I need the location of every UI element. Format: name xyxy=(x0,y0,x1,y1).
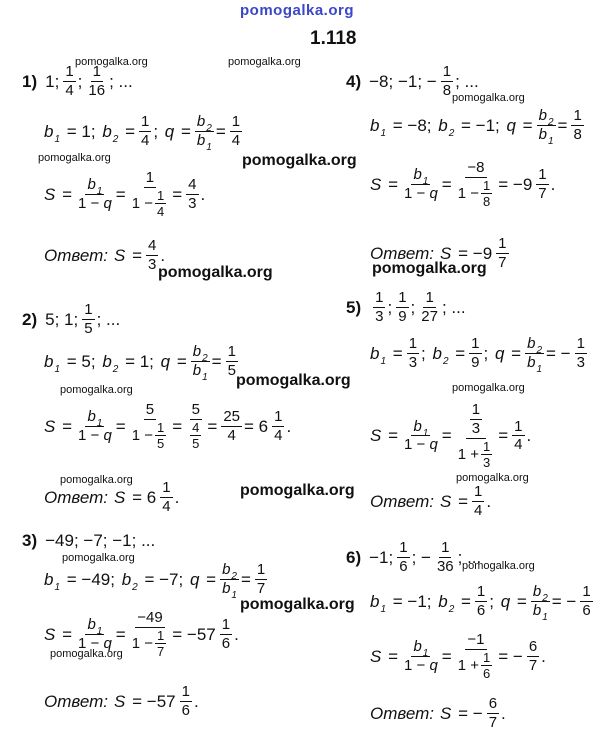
answer-word: Ответ: xyxy=(44,691,109,711)
problem-2-given: $b_1$ = 5; $b_2$ = 1; q = $\frac{b_2}{b_1}$ = $\frac{1}{5}$ xyxy=(44,343,236,383)
problem-3-label: 3) xyxy=(22,531,38,550)
watermark: pomogalka.org xyxy=(75,56,148,68)
problem-5-given: $b_1$ = $\frac{1}{3}$ ; $b_2$ = $\frac{1}{9}$ ; q = $\frac{b_2}{b_1}$ = − $\frac{1}{3}$ xyxy=(370,335,585,375)
problem-1-given: $b_1$ = 1; $b_2$ = $\frac{1}{4}$ ; q = $\frac{b_2}{b_1}$ = $\frac{1}{4}$ xyxy=(44,113,241,153)
problem-5-label: 5) xyxy=(346,297,362,317)
problem-1-sequence: 1) 1; $\frac{1}{4}$ ; $\frac{1}{16}$ ; ... xyxy=(22,63,133,99)
watermark: pomogalka.org xyxy=(240,482,355,499)
problem-1-answer: Ответ: S = $\frac{4}{3}$ . xyxy=(44,237,166,273)
answer-word: Ответ: xyxy=(370,703,435,723)
problem-4-sequence: 4) −8; −1; − $\frac{1}{8}$ ; ... xyxy=(346,63,479,99)
problem-1-label: 1) xyxy=(22,71,38,91)
problem-4-answer: Ответ: S = −9 $\frac{1}{7}$ xyxy=(370,235,507,271)
watermark: pomogalka.org xyxy=(236,372,351,389)
problem-3-answer: Ответ: S = −57 $\frac{1}{6}$ . xyxy=(44,683,199,719)
problem-6-sequence: 6) −1; $\frac{1}{6}$ ; − $\frac{1}{36}$ ; ... xyxy=(346,539,482,575)
answer-word: Ответ: xyxy=(44,487,109,507)
problem-6-sum: S = $\frac{b_1}{1 - q}$ = −1 1 + $\frac{1}{6}$ = − $\frac{6}{7}$ . xyxy=(370,631,546,682)
watermark: pomogalka.org xyxy=(62,552,135,564)
watermark: pomogalka.org xyxy=(452,92,525,104)
watermark: pomogalka.org xyxy=(158,264,273,281)
watermark: pomogalka.org xyxy=(38,152,111,164)
problem-1-sum: S = $\frac{b_1}{1 - q}$ = 1 1 − $\frac{1}{4}$ = $\frac{4}{3}$ . xyxy=(44,169,206,220)
problem-4-sum: S = $\frac{b_1}{1 - q}$ = −8 1 − $\frac{1}{8}$ = −9 $\frac{1}{7}$ . xyxy=(370,159,556,210)
problem-2-sequence: 2) 5; 1; $\frac{1}{5}$ ; ... xyxy=(22,301,121,337)
problem-6-answer: Ответ: S = − $\frac{6}{7}$ . xyxy=(370,695,506,731)
answer-word: Ответ: xyxy=(44,245,109,265)
problem-2-sum: S = $\frac{b_1}{1 - q}$ = 5 1 − $\frac{1}{5}$ = $\frac{5}{\frac{4}{5}}$ = $\frac{25}{4}$ = 6 $\frac{1}{4}$ . xyxy=(44,401,292,452)
answer-word: Ответ: xyxy=(370,243,435,263)
watermark: pomogalka.org xyxy=(50,648,123,660)
problem-4-label: 4) xyxy=(346,71,362,91)
watermark: pomogalka.org xyxy=(60,474,133,486)
watermark: pomogalka.org xyxy=(242,152,357,169)
watermark: pomogalka.org xyxy=(452,382,525,394)
problem-2-answer: Ответ: S = 6 $\frac{1}{4}$ . xyxy=(44,479,180,515)
problem-3-sum: S = $\frac{b_1}{1 - q}$ = −49 1 − $\frac{1}{7}$ = −57 $\frac{1}{6}$ . xyxy=(44,609,239,660)
problem-5-sequence: 5) $\frac{1}{3}$ ; $\frac{1}{9}$ ; $\frac{1}{27}$ ; ... xyxy=(346,289,466,325)
answer-word: Ответ: xyxy=(370,491,435,511)
watermark: pomogalka.org xyxy=(60,384,133,396)
problem-6-given: $b_1$ = −1; $b_2$ = $\frac{1}{6}$ ; q = $\frac{b_2}{b_1}$ = − $\frac{1}{6}$ xyxy=(370,583,591,623)
problem-3-given: $b_1$ = −49; $b_2$ = −7; q = $\frac{b_2}{b_1}$ = $\frac{1}{7}$ xyxy=(44,561,266,601)
watermark: pomogalka.org xyxy=(240,596,355,613)
watermark: pomogalka.org xyxy=(456,472,529,484)
problem-6-label: 6) xyxy=(346,547,362,567)
problem-3-sequence: 3) −49; −7; −1; ... xyxy=(22,531,156,550)
site-header: pomogalka.org xyxy=(240,2,355,19)
watermark: pomogalka.org xyxy=(372,260,487,277)
problem-5-answer: Ответ: S = $\frac{1}{4}$ . xyxy=(370,483,492,519)
problem-2-label: 2) xyxy=(22,309,38,329)
watermark: pomogalka.org xyxy=(228,56,301,68)
problem-4-given: $b_1$ = −8; $b_2$ = −1; q = $\frac{b_2}{b_1}$ = $\frac{1}{8}$ xyxy=(370,107,582,147)
problem-number: 1.118 xyxy=(310,28,357,49)
watermark: pomogalka.org xyxy=(462,560,535,572)
problem-5-sum: S = $\frac{b_1}{1 - q}$ = $\frac{1}{3}$ 1 + $\frac{1}{3}$ = $\frac{1}{4}$ . xyxy=(370,401,532,471)
